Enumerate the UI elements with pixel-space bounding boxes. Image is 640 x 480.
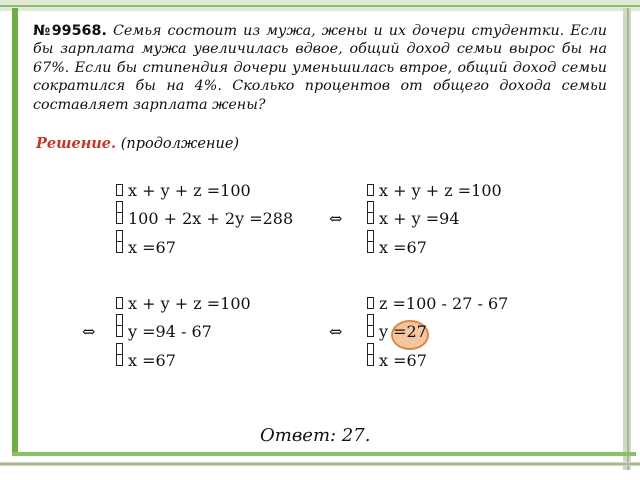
system-3-row-2: y =94 - 67 — [128, 322, 212, 341]
problem-text: Семья состоит из мужа, жены и их дочери студентки. Если бы зарплата мужа увеличилась вдвое, общий доход семьи вырос бы на 67%. Если бы стипендия дочери уменьшилась втрое, общий доход семьи сократился бы на 4%. Сколько процентов от общего дохода семьи составляет зарплата жены? — [33, 23, 608, 113]
equivalence-2: ⇔ — [82, 322, 96, 341]
solution-heading — [36, 135, 239, 152]
system-1-row-1: x + y + z =100 — [128, 181, 251, 200]
system-2-row-3: x =67 — [379, 238, 427, 257]
system-2-row-2: x + y =94 — [379, 209, 460, 228]
frame-bottom — [12, 452, 636, 456]
system-2-row-1: x + y + z =100 — [379, 181, 502, 200]
system-3-row-3: x =67 — [128, 351, 176, 370]
system-3-row-1: x + y + z =100 — [128, 294, 251, 313]
equivalence-3: ⇔ — [329, 322, 343, 341]
system-1-row-2: 100 + 2x + 2y =288 — [128, 209, 294, 228]
frame-top-stripe — [0, 5, 640, 7]
frame-right-line — [627, 8, 629, 470]
answer-text: Ответ: 27. — [260, 425, 371, 446]
problem-number: №99568. — [33, 23, 107, 39]
system-4-row-3: x =67 — [379, 351, 427, 370]
frame-bottom-outer — [0, 462, 640, 466]
problem-statement — [33, 22, 607, 114]
system-1-row-3: x =67 — [128, 238, 176, 257]
system-4-row-1: z =100 - 27 - 67 — [379, 294, 509, 313]
solution-label: Решение. — [36, 135, 117, 152]
frame-left — [12, 8, 18, 452]
system-4-row-2: y =27 — [379, 322, 427, 341]
frame-top — [0, 0, 640, 11]
frame-bottom-line — [0, 463, 640, 465]
frame-right — [623, 8, 631, 470]
equivalence-1: ⇔ — [329, 209, 343, 228]
solution-continued: (продолжение) — [120, 136, 240, 152]
